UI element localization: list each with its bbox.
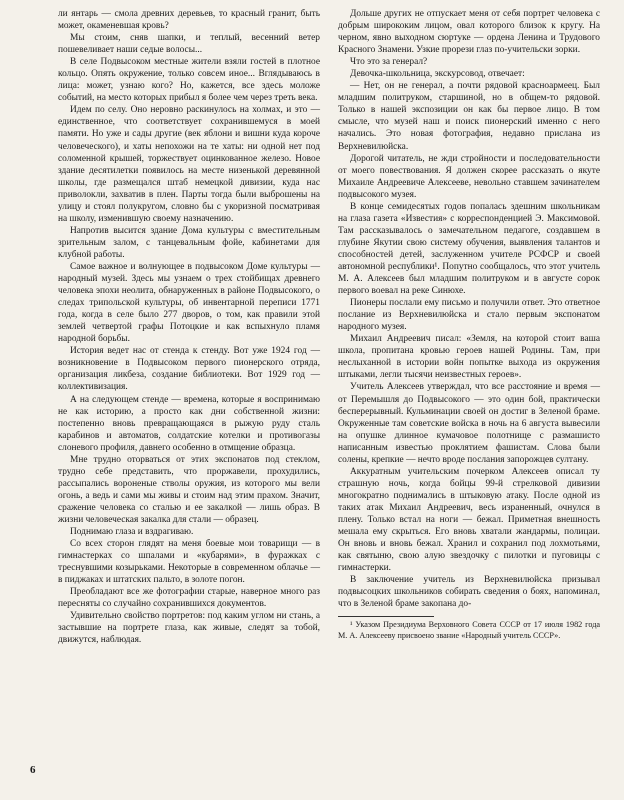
paragraph: Учитель Алексеев утверждал, что все расстояние и время — от Перемышля до Подвысокого — это один бой, практически бесперерывный. Кульминации своей он достиг в Зеленой браме. Окруженные там советские войска в ночь на 6 августа вывесили на опушке длинное кумачовое полотнище с размашисто написанным известью проклятием фашистам. Слова были солены, крепкие — нечто вроде послания запорожцев султану.	[338, 382, 600, 465]
paragraph: Мне трудно оторваться от этих экспонатов под стеклом, трудно себе представить, что проржавели, прохудились, рассыпались вороненые стволы оружия, из которого мы вели огонь, а ведь и сами мы живы и стоим над этим прахом. Значит, сражение человека со сталью и ее закалкой — лишь образ. В жизни человеческая закалка для стали — образец.	[58, 454, 320, 525]
page	[58, 8, 606, 792]
paragraph: Идем по селу. Оно неровно раскинулось на холмах, и это — единственное, что соответствует сохранившемуся в моей памяти. Но уже и сады другие (век яблони и вишни куда короче человеческого), и хаты непохожи на те хаты: ни одной нет под соломенной крышей, торжествует оцинкованное железо. Новое здание десятилетки появилось на месте низенькой деревянной школы, где размещался штаб немецкой дивизии, куда нас приволокли, захватив в плен. Парты тогда были выброшены на улицу и стоял полукругом, словно бы с укоризной посматривая на школу, изменившую своему назначению.	[58, 105, 320, 224]
paragraph: Михаил Андреевич писал: «Земля, на которой стоит ваша школа, пропитана кровью героев нашей Родины. Там, при неслыханной в истории войн попытке выхода из окружения штыками, легли тысячи неизвестных героев».	[338, 334, 600, 381]
paragraph: Преобладают все же фотографии старые, наверное много раз пересняты со случайно сохранившихся документов.	[58, 587, 320, 610]
paragraph: Девочка-школьница, экскурсовод, отвечает:	[350, 69, 525, 80]
paragraph: ли янтарь — смола древних деревьев, то красный гранит, быть может, окаменевшая кровь?	[58, 9, 320, 32]
footnote-divider	[338, 616, 434, 617]
right-column	[338, 8, 600, 641]
paragraph: Аккуратным учительским почерком Алексеев описал ту страшную ночь, когда бойцы 99-й стрелковой дивизии многократно поднимались в штыковую атаку. После одной из таких атак Михаил Андреевич, весь израненный, очнулся в плену. Только встал на ноги — бежал. Приметная внешность мешала ему скрыться. Его вновь хватали жандармы, полицаи. Он вновь и вновь бежал. Хранил и сохранил под лохмотьями, как святыню, свою алую звездочку с пилотки и пуговицы с гимнастерки.	[338, 466, 600, 574]
paragraph: Дольше других не отпускает меня от себя портрет человека с добрым ширококим лицом, овал которого близок к кругу. На черном, явно выходном сюртуке — ордена Ленина и Трудового Красного Знамени. Узкие прорези глаз по-учительски зорки.	[338, 9, 600, 56]
paragraph: Самое важное и волнующее в подвысоком Доме культуры — народный музей. Здесь мы узнаем о трех стойбищах древнего человека эпохи неолита, обнаруженных в районе Подвысокого, о следах трипольской культуры, об инвентарной переписи 1771 года, когда в селе было 277 дворов, о том, как правили этой землей четвертой графы Потоцкие и как вспыхнуло пламя народной борьбы.	[58, 261, 320, 345]
paragraph: Дорогой читатель, не жди стройности и последовательности от моего повествования. Я должен скорее рассказать о якуте Михаиле Андреевиче Алексееве, невольно ставшем зачинателем подвысокого музея.	[338, 153, 600, 200]
footnote	[338, 620, 600, 640]
paragraph: Удивительно свойство портретов: под каким углом ни стань, а застывшие на портрете глаза, как живые, следят за тобой, движутся, наблюдая.	[58, 611, 320, 646]
paragraph: Мы стоим, сняв шапки, и теплый, весенний ветер пошевеливает наши седые волосы...	[58, 33, 320, 56]
paragraph: История ведет нас от стенда к стенду. Вот уже 1924 год — возникновение в Подвысоком первого пионерского отряда, организация ликбеза, создание библиотеки. Вот 1929 год — коллективизация.	[58, 346, 320, 393]
paragraph: В селе Подвысоком местные жители взяли гостей в плотное кольцо. Опять окружение, только совсем иное... Вглядываюсь в лица: может, узнаю кого? Но, кажется, все здесь моложе событий, на место которых прибыл я более чем через треть века.	[58, 57, 320, 104]
paragraph: А на следующем стенде — времена, которые я воспринимаю не как историю, а просто как дни собственной жизни: постепенно вновь превращающаяся в рыжую руду сталь карабинов и автоматов, солдатские котелки и противогазы слоневого профиля, давнего особенно в отмщение образца.	[58, 394, 320, 453]
paragraph: Напротив высится здание Дома культуры с вместительным зрительным залом, с танцевальным фойе, кабинетами для клубной работы.	[58, 225, 320, 260]
paragraph: В заключение учитель из Верхневилюйска призывал подвысоцких школьников собирать сведения о боях, напоминал, что в Зеленой браме закопана до-	[338, 575, 600, 610]
left-column	[58, 8, 320, 646]
paragraph: Поднимаю глаза и вздрагиваю.	[70, 527, 194, 538]
paragraph: Со всех сторон глядят на меня боевые мои товарищи — в гимнастерках со шпалами и «кубарями», в фуражках с треснувшими козырьками. Некоторые в современном облачье — в пиджаках и штатских пальто, в золоте погон.	[58, 539, 320, 586]
paragraph: Что это за генерал?	[350, 57, 428, 68]
page-number: 6	[30, 764, 36, 776]
paragraph: Пионеры послали ему письмо и получили ответ. Это ответное послание из Верхневилюйска и стало первым экспонатом народного музея.	[338, 298, 600, 333]
footnote-text: ¹ Указом Президиума Верховного Совета СССР от 17 июля 1982 года М. А. Алексееву присвоено звание «Народный учитель СССР».	[338, 620, 600, 640]
paragraph: — Нет, он не генерал, а почти рядовой красноармеец. Был младшим политруком, старшиной, но в общем-то рядовой. Только в нашей экспозиции он как бы первое лицо. В том смысле, что музей наш и поиск пионерский именно с него начались. Это новая фотография, недавно прислана из Верхневилюйска.	[338, 81, 600, 152]
paragraph: В конце семидесятых годов попалась здешним школьникам на глаза газета «Известия» с корреспонденцией Э. Максимовой. Там рассказывалось о замечательном педагоге, создавшем в глубине Якутии свою систему обучения, выявления талантов и способностей детей, заслуженном учителе РСФСР и своей автономной республики¹. Попутно сообщалось, что этот учитель М. А. Алексеев был младшим политруком и в августе сорок первого воевал на реке Синюхе.	[338, 201, 600, 297]
